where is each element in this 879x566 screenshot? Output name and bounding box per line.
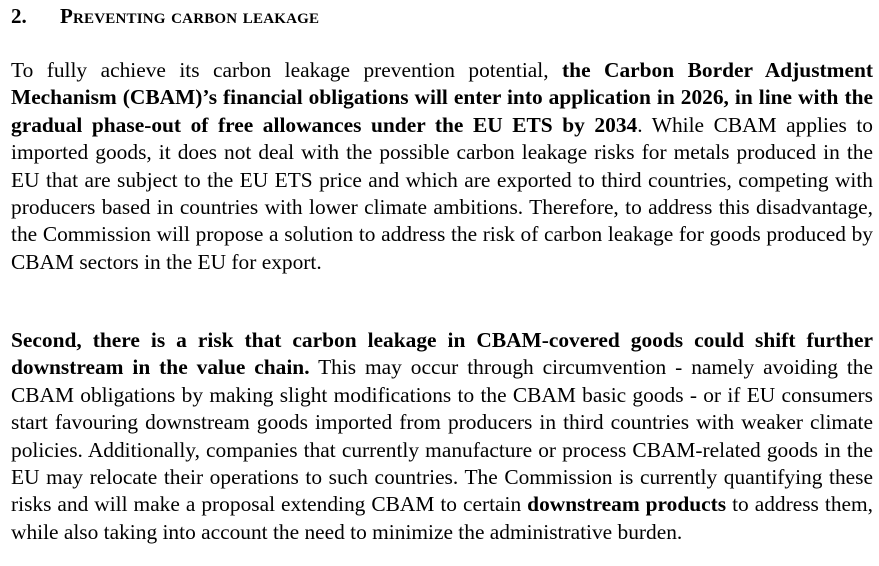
paragraph-1-run-2: the Carbon Border Adjustment Mechanism (CBAM)’s financial obligations will enter into application in 2026, in line with the gradual phase-out of free allowances under the EU ETS by 2034	[11, 58, 873, 137]
paragraph-2-run-4: to address them, while also taking into account the need to minimize the administrative burden.	[11, 492, 873, 544]
paragraph-2	[11, 327, 873, 546]
paragraph-1-run-3: . While CBAM applies to imported goods, it does not deal with the possible carbon leakage risks for metals produced in the EU that are subject to the EU ETS price and which are exported to third countries, competing with producers based in countries with lower climate ambitions. Therefore, to address this disadvantage, the Commission will propose a solution to address the risk of carbon leakage for goods produced by CBAM sectors in the EU for export.	[11, 112, 873, 274]
paragraph-1	[11, 57, 873, 276]
paragraph-1-run-1: To fully achieve its carbon leakage prevention potential,	[11, 58, 563, 82]
paragraph-2-run-2: This may occur through circumvention - namely avoiding the CBAM obligations by making slight modifications to the CBAM basic goods - or if EU consumers start favouring downstream goods imported from producers in third countries with weaker climate policies. Additionally, companies that currently manufacture or process CBAM-related goods in the EU may relocate their operations to such countries. The Commission is currently quantifying these risks and will make a proposal extending CBAM to certain	[11, 355, 873, 517]
section-title: Preventing carbon leakage	[60, 4, 320, 28]
section-number: 2.	[11, 4, 27, 28]
paragraph-2-run-1: Second, there is a risk that carbon leakage in CBAM-covered goods could shift further downstream in the value chain.	[11, 328, 873, 380]
paragraph-2-run-3: downstream products	[527, 492, 727, 517]
section-heading	[11, 3, 319, 29]
